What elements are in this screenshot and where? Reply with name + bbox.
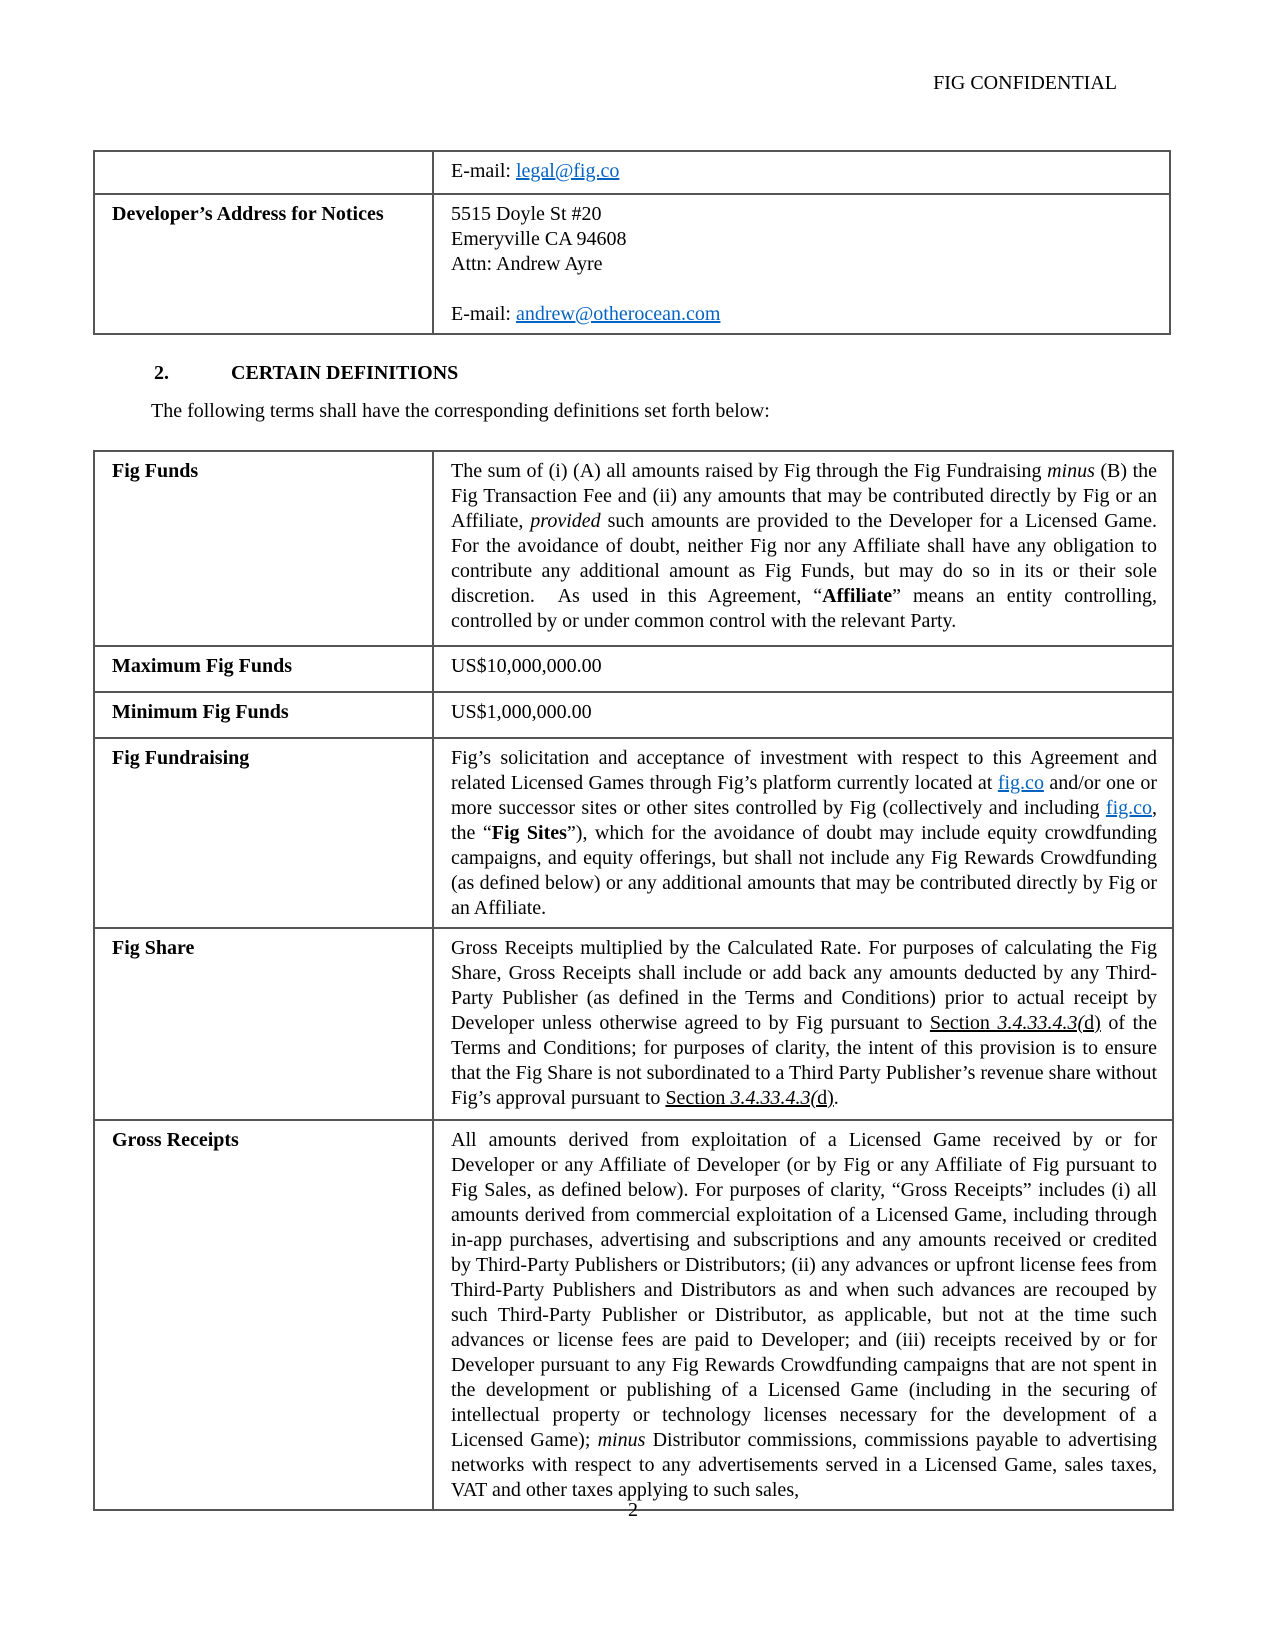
table-row — [94, 194, 1170, 334]
text-run: Gross Receipts multiplied by the Calculated Rate. For purposes of calculating the Fig Share, Gross Receipts shall include or add back any amounts deducted by any Third-Party Publisher (as defined in the Terms and Conditions) prior to actual receipt by Developer unless otherwise agreed to by Fig pursuant to — [451, 937, 1157, 1034]
address-line — [451, 227, 1154, 252]
definitions-table — [93, 450, 1174, 1511]
text-run: US$1,000,000.00 — [451, 701, 592, 723]
table-row — [94, 692, 1173, 738]
text-run: US$10,000,000.00 — [451, 655, 602, 677]
definition-cell — [433, 646, 1173, 692]
text-run: minus — [597, 1429, 646, 1451]
text-run: Attn: Andrew Ayre — [451, 253, 603, 275]
definition-cell — [433, 1120, 1173, 1510]
text-run: E-mail: — [451, 160, 516, 182]
table-row — [94, 738, 1173, 928]
text-run: of the Terms and Conditions; for purposes of clarity, the intent of this provision is to ensure that the Fig Share is not subordinated to a Third Party Publisher’s revenue share without Fig’s approval pursuant to — [451, 1012, 1157, 1109]
text-run: Distributor commissions, commissions payable to advertising networks with respect to any advertisements served in a Licensed Game, sales taxes, VAT and other taxes applying to such sales, — [451, 1429, 1157, 1501]
notices-content-cell — [433, 194, 1170, 334]
definition-cell — [433, 451, 1173, 646]
notices-label-cell — [94, 151, 433, 194]
text-run: provided — [530, 510, 601, 532]
text-run: ”), which for the avoidance of doubt may include equity crowdfunding campaigns, and equity offerings, but shall not include any Fig Rewards Crowdfunding (as defined below) or any additional amounts that may be contributed directly by Fig or an Affiliate. — [451, 822, 1157, 919]
table-row — [94, 451, 1173, 646]
text-run: d) — [817, 1087, 834, 1109]
hyperlink[interactable]: fig.co — [997, 772, 1044, 794]
text-run: minus — [1047, 460, 1095, 482]
notices-content-cell — [433, 151, 1170, 194]
blank-line — [451, 277, 1154, 302]
text-run: The sum of (i) (A) all amounts raised by Fig through the Fig Fundraising — [451, 460, 1048, 482]
table-row — [94, 151, 1170, 194]
table-row — [94, 1120, 1173, 1510]
text-run: E-mail: — [451, 303, 516, 325]
term-cell: Fig Fundraising — [94, 738, 433, 928]
text-run: Affiliate — [822, 585, 893, 607]
term-cell: Maximum Fig Funds — [94, 646, 433, 692]
term-cell: Fig Share — [94, 928, 433, 1120]
text-run: , the “ — [451, 797, 1157, 844]
intro-paragraph: The following terms shall have the corresponding definitions set forth below: — [151, 400, 770, 422]
text-run: and/or one or more successor sites or other sites controlled by Fig (collectively and including — [451, 772, 1157, 819]
address-line — [451, 252, 1154, 277]
address-line — [451, 202, 1154, 227]
text-run: . — [833, 1087, 839, 1109]
header-confidential: FIG CONFIDENTIAL — [933, 72, 1117, 94]
definition-cell — [433, 738, 1173, 928]
text-run: d) — [1084, 1012, 1101, 1034]
section-title: CERTAIN DEFINITIONS — [231, 362, 459, 384]
definition-cell — [433, 692, 1173, 738]
text-run: Section — [665, 1087, 731, 1109]
text-run: 3.4.33.4.3( — [730, 1087, 818, 1109]
notices-table — [93, 150, 1171, 335]
term-cell: Fig Funds — [94, 451, 433, 646]
definition-cell — [433, 928, 1173, 1120]
text-run: 3.4.33.4.3( — [997, 1012, 1085, 1034]
text-run: All amounts derived from exploitation of a Licensed Game received by or for Developer or any Affiliate of Developer (or by Fig or any Affiliate of Fig pursuant to Fig Sales, as defined below). For purposes of clarity, “Gross Receipts” includes (i) all amounts derived from commercial exploitation of a Licensed Game, including through in-app purchases, advertising and subscriptions and any amounts received or credited by Third-Party Publishers or Distributors; (ii) any advances or upfront license fees from Third-Party Publishers and Distributors as and when such advances are recouped by such Third-Party Publisher or Distributor, as applicable, but not at the time such advances or license fees are paid to Developer; and (iii) receipts received by or for Developer pursuant to any Fig Rewards Crowdfunding campaigns that are not spent in the development or publishing of a Licensed Game (including in the securing of intellectual property or technology licenses necessary for the development of a Licensed Game); — [451, 1129, 1157, 1451]
text-run: ” means an entity controlling, controlled by or under common control with the relevant Party. — [451, 585, 1157, 632]
table-row — [94, 646, 1173, 692]
text-run: such amounts are provided to the Developer for a Licensed Game. For the avoidance of doubt, neither Fig nor any Affiliate shall have any obligation to contribute any additional amount as Fig Funds, but may do so in its or their sole discretion. As used in this Agreement, “ — [451, 510, 1157, 607]
text-run: Fig’s solicitation and acceptance of investment with respect to this Agreement and related Licensed Games through Fig’s platform currently located at — [451, 747, 1157, 794]
notices-label-cell: Developer’s Address for Notices — [94, 194, 433, 334]
page-number: 2 — [628, 1499, 638, 1521]
email-line — [451, 302, 1154, 327]
text-run: Emeryville CA 94608 — [451, 228, 627, 250]
section-heading — [154, 361, 458, 386]
text-run: 5515 Doyle St #20 — [451, 203, 602, 225]
term-cell: Gross Receipts — [94, 1120, 433, 1510]
text-run: Section — [929, 1012, 998, 1034]
email-line — [451, 159, 1154, 184]
term-cell: Minimum Fig Funds — [94, 692, 433, 738]
hyperlink[interactable]: andrew@otherocean.com — [515, 303, 721, 325]
text-run: Fig Sites — [491, 822, 567, 844]
text-run: (B) the Fig Transaction Fee and (ii) any amounts that may be contributed directly by Fig or an Affiliate, — [451, 460, 1158, 532]
hyperlink[interactable]: fig.co — [1105, 797, 1152, 819]
text-run — [451, 278, 456, 300]
section-number: 2. — [154, 362, 169, 384]
hyperlink[interactable]: legal@fig.co — [515, 160, 620, 182]
table-row — [94, 928, 1173, 1120]
